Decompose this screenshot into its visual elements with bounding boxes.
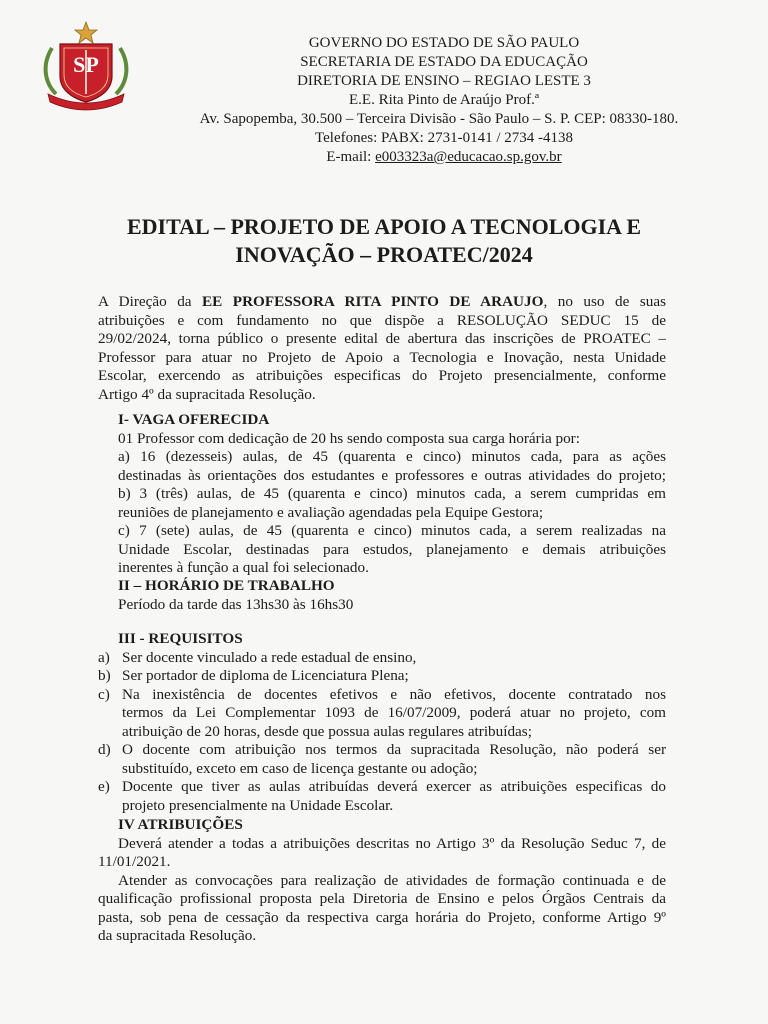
list-item xyxy=(98,686,666,742)
intro-line-4: Professor para atuar no Projeto de Apoio a Tecnologia e Inovação, nesta Unidade xyxy=(98,348,666,366)
intro-paragraph xyxy=(98,293,666,404)
section-4-heading: IV ATRIBUIÇÕES xyxy=(118,816,243,833)
list-item xyxy=(98,741,666,778)
section-2-heading: II – HORÁRIO DE TRABALHO xyxy=(118,577,335,594)
section-4-line: 11/01/2021. xyxy=(98,853,171,870)
header-phones: Telefones: PABX: 2731-0141 / 2734 -4138 xyxy=(315,130,573,146)
list-item-line: O docente com atribuição nos termos da supracitada Resolução, não poderá ser xyxy=(122,741,666,758)
intro-line-6: Artigo 4º da supracitada Resolução. xyxy=(98,385,316,403)
document-title xyxy=(0,213,768,269)
section-2-text: Período da tarde das 13hs30 às 16hs30 xyxy=(118,595,354,613)
section-1-line: destinadas às orientações dos estudantes e professores e outras atividades do projeto; xyxy=(118,466,666,484)
section-1-line: inerentes à função a qual foi selecionado. xyxy=(118,559,369,576)
list-item-line: Docente que tiver as aulas atribuídas deverá exercer as atribuições especificas do xyxy=(122,778,666,795)
list-item xyxy=(98,649,666,668)
section-1-line: Unidade Escolar, destinadas para estudos, planejamento e demais atribuições xyxy=(118,540,666,558)
section-4-line: pasta, sob pena de cessação da respectiva carga horária do Projeto, conforme Artigo 9º xyxy=(98,908,666,926)
section-atribuicoes xyxy=(98,816,666,946)
header-school: E.E. Rita Pinto de Araújo Prof.ª xyxy=(349,92,539,108)
list-item-line: projeto presencialmente na Unidade Escolar. xyxy=(122,796,394,814)
list-item-line: Ser docente vinculado a rede estadual de ensino, xyxy=(122,648,417,666)
requirements-list xyxy=(98,648,666,816)
email-link[interactable]: e003323a@educacao.sp.gov.br xyxy=(375,149,562,165)
header-address: Av. Sapopemba, 30.500 – Terceira Divisão - São Paulo – S. P. CEP: 08330-180. xyxy=(199,111,679,127)
section-4-line: Deverá atender a todas a atribuições descritas no Artigo 3º da Resolução Seduc 7, de xyxy=(118,834,666,852)
title-line-2: INOVAÇÃO – PROATEC/2024 xyxy=(235,242,533,267)
list-item xyxy=(98,778,666,815)
section-3-heading: III - REQUISITOS xyxy=(118,630,243,647)
email-label: E-mail: xyxy=(326,149,376,165)
section-1-heading: I- VAGA OFERECIDA xyxy=(118,411,270,428)
intro-line-1 xyxy=(98,293,666,312)
section-horario-trabalho xyxy=(118,577,666,614)
school-name: EE PROFESSORA RITA PINTO DE ARAUJO xyxy=(202,293,544,310)
intro-line-3: 29/02/2024, torna público o presente edital de abertura das inscrições de PROATEC – xyxy=(98,330,666,347)
title-line-1: EDITAL – PROJETO DE APOIO A TECNOLOGIA E xyxy=(126,214,642,239)
logo-text: SP xyxy=(73,52,99,77)
section-4-line: qualificação profissional proposta pela Diretoria de Ensino e pelos Órgãos Centrais da xyxy=(98,890,666,907)
intro-suffix: , no uso de suas xyxy=(543,293,667,310)
list-item-line: Na inexistência de docentes efetivos e não efetivos, docente contratado nos xyxy=(122,685,666,703)
section-1-line: b) 3 (três) aulas, de 45 (quarenta e cinco) minutos cada, a serem cumpridas em xyxy=(118,485,666,502)
list-item-line: termos da Lei Complementar 1093 de 16/07/2009, poderá atuar no projeto, com xyxy=(122,704,666,721)
section-vaga-oferecida xyxy=(118,411,666,578)
header-government: GOVERNO DO ESTADO DE SÃO PAULO xyxy=(308,35,580,51)
list-item-line: substituído, exceto em caso de licença gestante ou adoção; xyxy=(122,759,478,777)
intro-prefix: A Direção da xyxy=(98,293,203,310)
list-item-letter: c) xyxy=(98,685,110,703)
header-email-line xyxy=(120,148,768,167)
intro-line-2: atribuições e com fundamento no que dispõe a RESOLUÇÃO SEDUC 15 de xyxy=(98,311,666,329)
list-item-letter: d) xyxy=(98,741,111,758)
section-4-line: Atender as convocações para realização de atividades de formação continuada e de xyxy=(118,871,666,889)
section-4-line: da supracitada Resolução. xyxy=(98,927,257,944)
section-requisitos xyxy=(98,630,666,815)
header-secretariat: SECRETARIA DE ESTADO DA EDUCAÇÃO xyxy=(300,54,588,70)
list-item-line: Ser portador de diploma de Licenciatura Plena; xyxy=(122,667,409,684)
section-1-line: reuniões de planejamento e avaliação agendadas pela Equipe Gestora; xyxy=(118,503,544,521)
header-directorate: DIRETORIA DE ENSINO – REGIAO LESTE 3 xyxy=(297,73,591,89)
letterhead xyxy=(120,34,768,167)
section-1-line: 01 Professor com dedicação de 20 hs sendo composta sua carga horária por: xyxy=(118,429,580,447)
list-item-letter: a) xyxy=(98,648,110,666)
list-item-line: atribuição de 20 horas, desde que possua aulas regulares atribuídas; xyxy=(122,722,532,740)
list-item-letter: b) xyxy=(98,667,111,684)
section-1-line: c) 7 (sete) aulas, de 45 (quarenta e cinco) minutos cada, a serem realizadas na xyxy=(118,522,666,539)
section-1-line: a) 16 (dezesseis) aulas, de 45 (quarenta e cinco) minutos cada, para as ações xyxy=(118,448,666,465)
intro-line-5: Escolar, exercendo as atribuições especificas do Projeto presencialmente, conforme xyxy=(98,367,666,384)
list-item-letter: e) xyxy=(98,778,110,795)
list-item xyxy=(98,667,666,686)
